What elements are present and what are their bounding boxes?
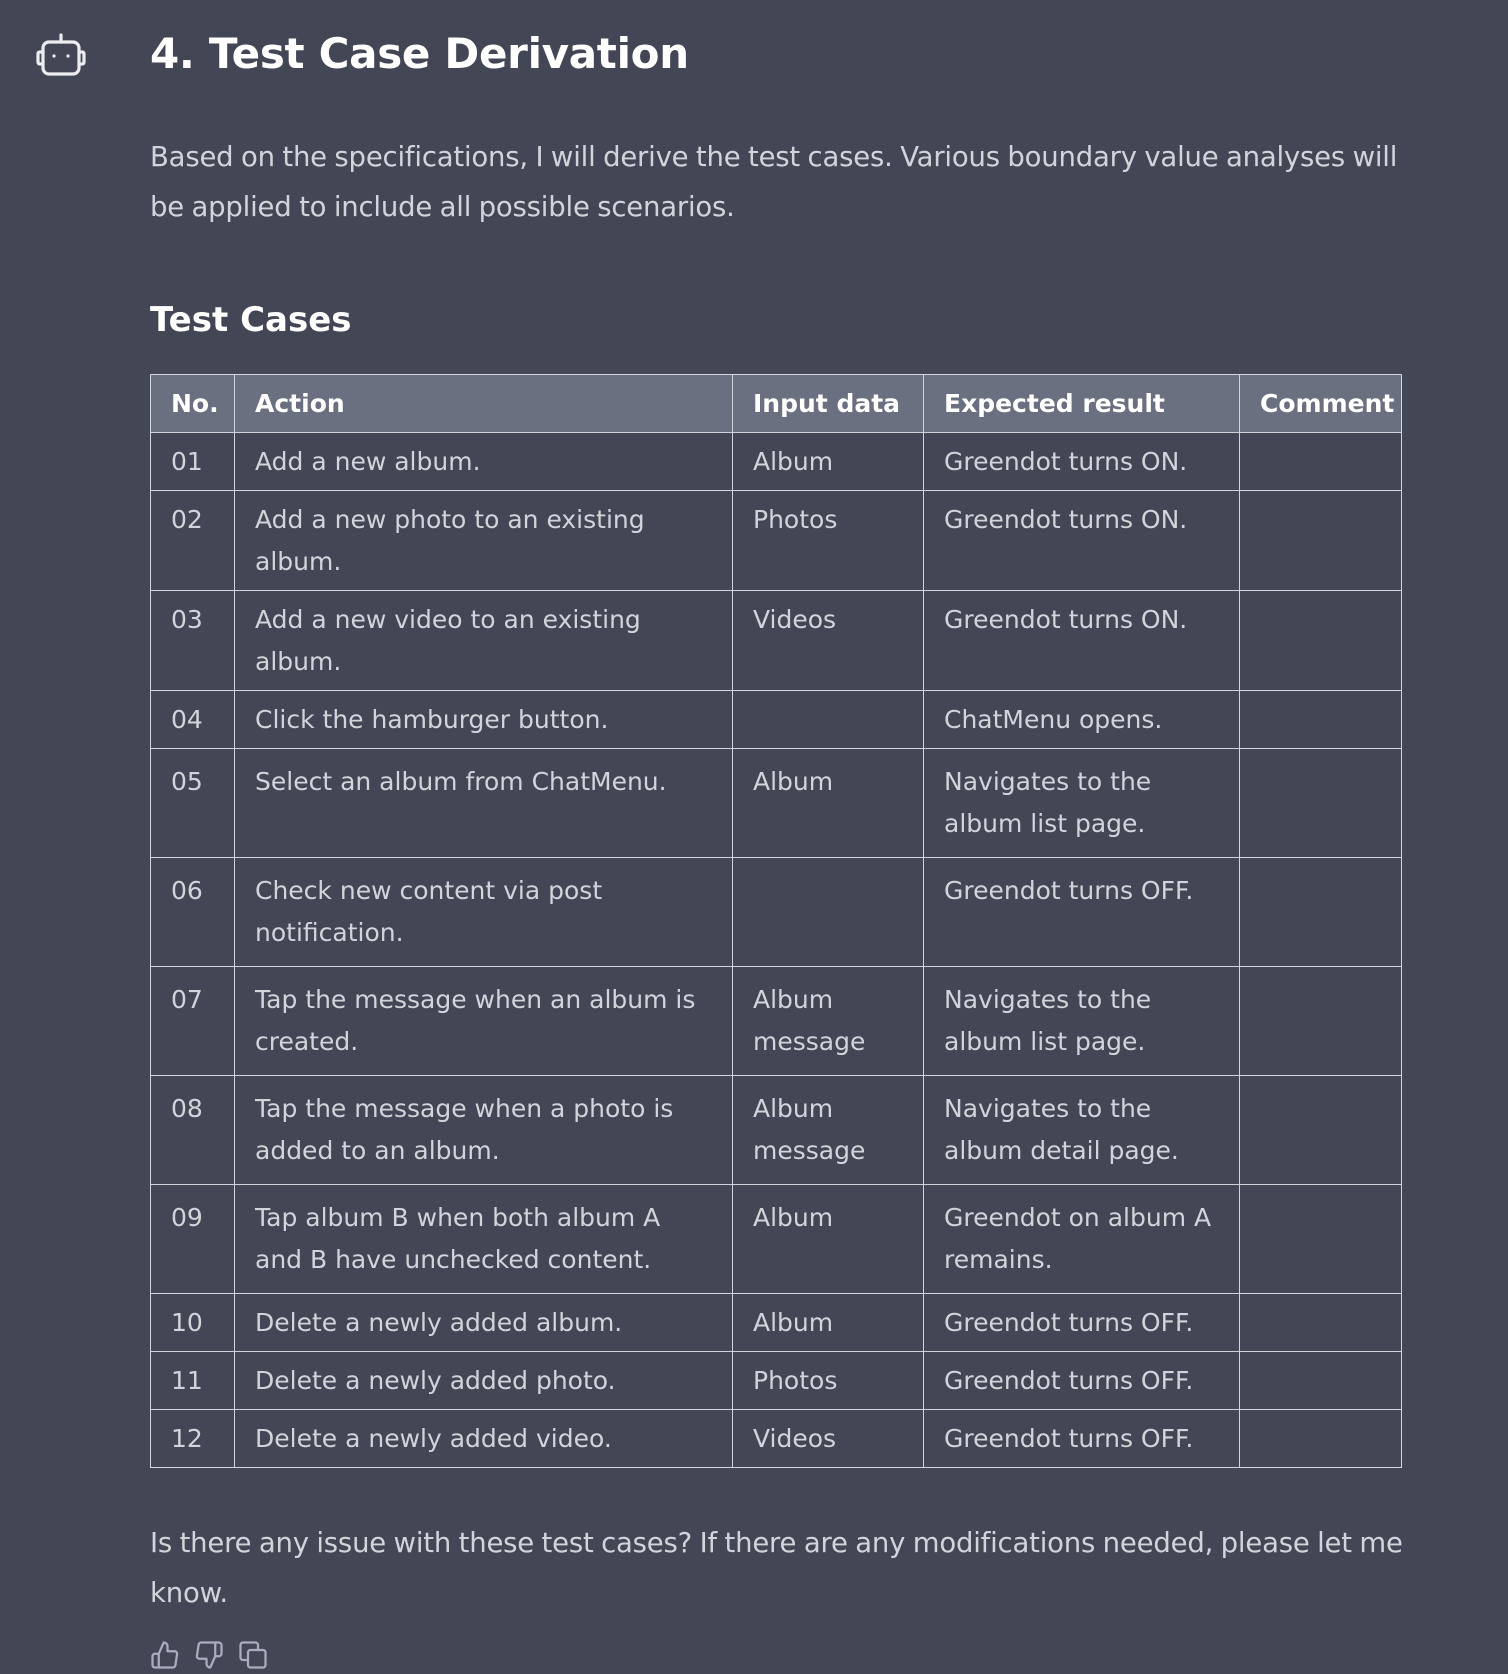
table-row — [151, 1352, 1402, 1410]
cell-comment — [1240, 967, 1402, 1076]
table-row — [151, 858, 1402, 967]
message-title: 4. Test Case Derivation — [150, 29, 689, 78]
cell-input-data: Photos — [733, 1352, 924, 1410]
header-input-data: Input data — [733, 375, 924, 433]
header-no: No. — [151, 375, 235, 433]
cell-comment — [1240, 1294, 1402, 1352]
test-cases-table — [150, 374, 1402, 1468]
cell-comment — [1240, 1185, 1402, 1294]
table-row — [151, 967, 1402, 1076]
header-comment: Comment — [1240, 375, 1402, 433]
cell-comment — [1240, 1352, 1402, 1410]
cell-action: Tap the message when an album is created. — [235, 967, 733, 1076]
table-row — [151, 491, 1402, 591]
cell-input-data: Album — [733, 1294, 924, 1352]
cell-input-data — [733, 858, 924, 967]
cell-action: Delete a newly added photo. — [235, 1352, 733, 1410]
cell-expected-result: Navigates to the album list page. — [924, 967, 1240, 1076]
table-row — [151, 591, 1402, 691]
cell-expected-result: Greendot turns ON. — [924, 591, 1240, 691]
cell-no: 01 — [151, 433, 235, 491]
cell-comment — [1240, 1076, 1402, 1185]
cell-input-data: Album message — [733, 967, 924, 1076]
cell-input-data: Photos — [733, 491, 924, 591]
cell-comment — [1240, 749, 1402, 858]
cell-action: Delete a newly added album. — [235, 1294, 733, 1352]
cell-action: Add a new photo to an existing album. — [235, 491, 733, 591]
cell-expected-result: Greendot turns OFF. — [924, 1294, 1240, 1352]
cell-expected-result: Greendot on album A remains. — [924, 1185, 1240, 1294]
cell-action: Tap album B when both album A and B have unchecked content. — [235, 1185, 733, 1294]
cell-input-data: Videos — [733, 1410, 924, 1468]
cell-input-data: Album message — [733, 1076, 924, 1185]
cell-no: 05 — [151, 749, 235, 858]
cell-no: 09 — [151, 1185, 235, 1294]
cell-comment — [1240, 858, 1402, 967]
table-row — [151, 691, 1402, 749]
cell-input-data: Album — [733, 433, 924, 491]
cell-action: Add a new video to an existing album. — [235, 591, 733, 691]
robot-icon — [36, 33, 86, 77]
cell-no: 03 — [151, 591, 235, 691]
cell-action: Add a new album. — [235, 433, 733, 491]
cell-input-data: Videos — [733, 591, 924, 691]
cell-comment — [1240, 691, 1402, 749]
cell-no: 10 — [151, 1294, 235, 1352]
cell-no: 12 — [151, 1410, 235, 1468]
header-expected-result: Expected result — [924, 375, 1240, 433]
cell-no: 06 — [151, 858, 235, 967]
table-row — [151, 433, 1402, 491]
cell-action: Delete a newly added video. — [235, 1410, 733, 1468]
cell-comment — [1240, 491, 1402, 591]
cell-no: 08 — [151, 1076, 235, 1185]
cell-expected-result: Greendot turns ON. — [924, 491, 1240, 591]
table-row — [151, 1294, 1402, 1352]
cell-input-data — [733, 691, 924, 749]
thumbs-up-icon[interactable] — [150, 1640, 180, 1670]
cell-expected-result: Greendot turns ON. — [924, 433, 1240, 491]
cell-action: Click the hamburger button. — [235, 691, 733, 749]
cell-input-data: Album — [733, 749, 924, 858]
table-header-row — [151, 375, 1402, 433]
cell-comment — [1240, 1410, 1402, 1468]
cell-no: 07 — [151, 967, 235, 1076]
intro-paragraph: Based on the specifications, I will derive the test cases. Various boundary value analyses will be applied to include all possible scenarios. — [150, 141, 1398, 223]
section-title: Test Cases — [150, 300, 352, 340]
cell-expected-result: Navigates to the album list page. — [924, 749, 1240, 858]
cell-action: Select an album from ChatMenu. — [235, 749, 733, 858]
table-row — [151, 1410, 1402, 1468]
cell-action: Check new content via post notification. — [235, 858, 733, 967]
message-actions — [150, 1640, 1420, 1670]
cell-expected-result: Navigates to the album detail page. — [924, 1076, 1240, 1185]
header-action: Action — [235, 375, 733, 433]
avatar — [36, 33, 86, 77]
cell-no: 04 — [151, 691, 235, 749]
outro-paragraph: Is there any issue with these test cases? If there are any modifications needed, please let me know. — [150, 1527, 1403, 1609]
cell-no: 11 — [151, 1352, 235, 1410]
assistant-message — [150, 24, 1420, 1670]
cell-expected-result: Greendot turns OFF. — [924, 858, 1240, 967]
table-row — [151, 1076, 1402, 1185]
copy-icon[interactable] — [238, 1640, 268, 1670]
cell-expected-result: ChatMenu opens. — [924, 691, 1240, 749]
cell-no: 02 — [151, 491, 235, 591]
cell-input-data: Album — [733, 1185, 924, 1294]
cell-comment — [1240, 591, 1402, 691]
thumbs-down-icon[interactable] — [194, 1640, 224, 1670]
table-row — [151, 749, 1402, 858]
cell-comment — [1240, 433, 1402, 491]
cell-expected-result: Greendot turns OFF. — [924, 1410, 1240, 1468]
cell-action: Tap the message when a photo is added to an album. — [235, 1076, 733, 1185]
cell-expected-result: Greendot turns OFF. — [924, 1352, 1240, 1410]
table-row — [151, 1185, 1402, 1294]
